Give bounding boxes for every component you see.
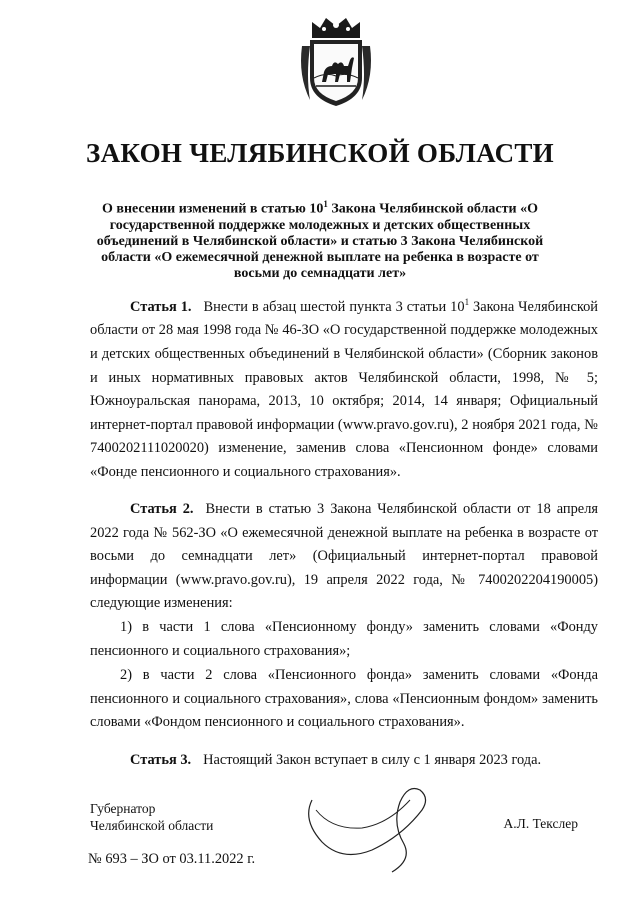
article-1 <box>90 291 598 485</box>
article-1-text-b: Закона Челябинской области от 28 мая 1998 года № 46-ЗО «О государственной поддержке молодежных и детских общественных объединений в Челябинской области» (Сборник законов и иных нормативных правовых актов Челябинской области, 1998, № 5; Южноуральская панорама, 2013, 10 октября; 2014, 14 января; Официальный интернет-портал правовой информации (www.pravo.gov.ru), 2 ноября 2021 года, № 7400202111020020) изменение, заменив слова «Пенсионном фонде» словами «Фонде пенсионного и социального страхования». <box>90 298 598 480</box>
article-3-text: Настоящий Закон вступает в силу с 1 января 2023 года. <box>203 752 542 768</box>
governor-position <box>90 800 213 834</box>
position-line-2: Челябинской области <box>90 818 214 833</box>
law-title: ЗАКОН ЧЕЛЯБИНСКОЙ ОБЛАСТИ <box>86 138 554 168</box>
subtitle-rest: «О государственной поддержке молодежных и детских общественных объединений в Челябинской области» и статью 3 Закона Челябинской области «О ежемесячной денежной выплате на ребенка в возрасте от восьми до семнадцати лет» <box>96 201 544 281</box>
article-1-text-a: Внести в абзац шестой пункта 3 статьи 10 <box>203 298 465 315</box>
article-2-label: Статья 2. <box>130 501 194 517</box>
law-subtitle <box>78 196 562 282</box>
article-2-item-1: 1) в части 1 слова «Пенсионному фонду» заменить словами «Фонду пенсионного и социального страхования»; <box>90 619 598 659</box>
article-1-label: Статья 1. <box>130 298 192 315</box>
article-1-superscript: 1 <box>464 297 470 307</box>
article-3-label: Статья 3. <box>130 752 192 768</box>
subtitle-superscript: 1 <box>323 199 328 209</box>
article-2-text: Внести в статью 3 Закона Челябинской области от 18 апреля 2022 года № 562-ЗО «О ежемесячной денежной выплате на ребенка в возрасте от восьми до семнадцати лет» (Официальный интернет-портал правовой информации (www.pravo.gov.ru), 19 апреля 2022 года, № 7400202204190005) следующие изменения: <box>90 501 598 612</box>
coat-of-arms-emblem <box>296 16 376 110</box>
document-number: № 693 – ЗО от 03.11.2022 г. <box>88 851 256 867</box>
article-2 <box>90 498 598 616</box>
article-2-item-2: 2) в части 2 слова «Пенсионного фонда» заменить словами «Фонда пенсионного и социального страхования», слова «Пенсионным фондом» заменить словами «Фондом пенсионного и социального страхования». <box>90 667 598 731</box>
handwritten-signature <box>292 780 442 880</box>
subtitle-part-a: О внесении изменений в статью 10 <box>102 201 324 217</box>
signer-name: А.Л. Текслер <box>503 816 578 831</box>
article-3 <box>90 749 598 773</box>
subtitle-part-b: Закона Челябинской области <box>327 201 517 217</box>
position-line-1: Губернатор <box>90 801 156 816</box>
